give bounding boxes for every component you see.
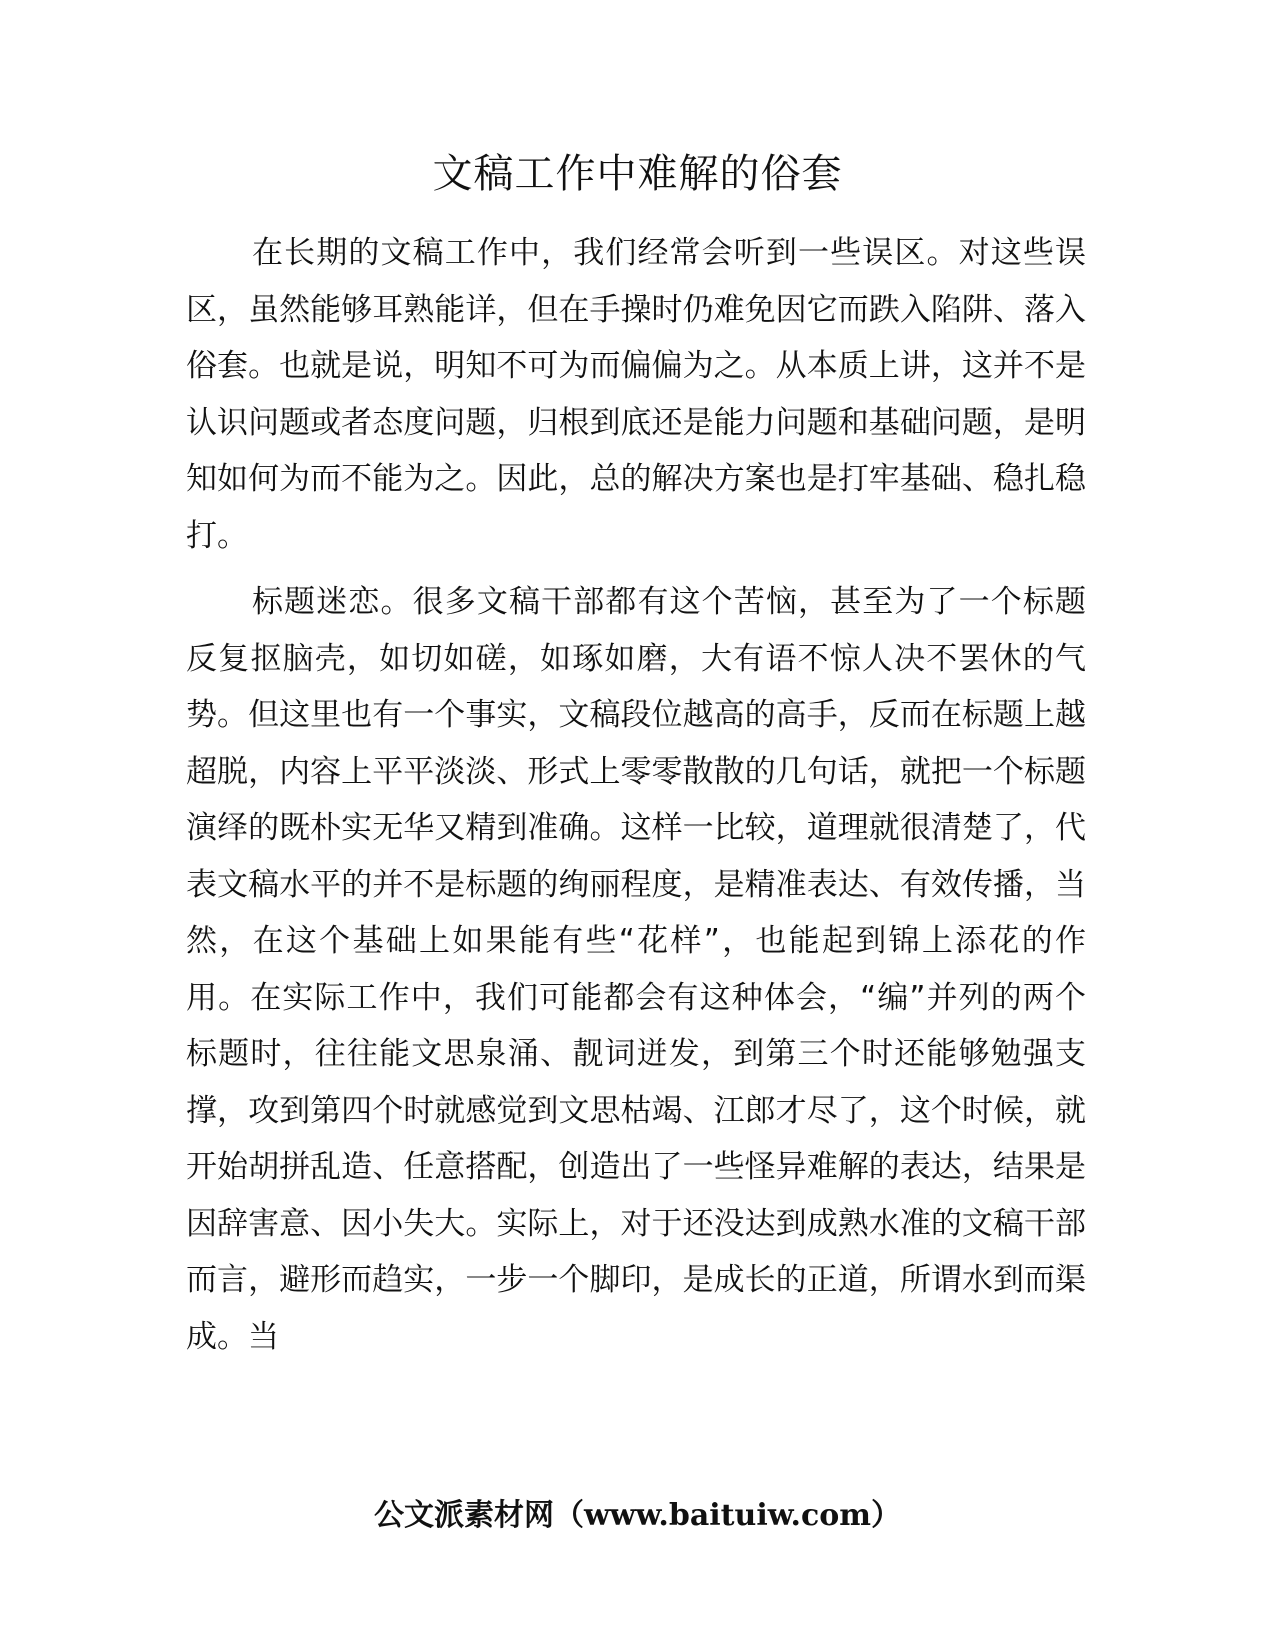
paragraph-title-obsession: 标题迷恋。很多文稿干部都有这个苦恼，甚至为了一个标题反复抠脑壳，如切如磋，如琢如磨，大有语不惊人决不罢休的气势。但这里也有一个事实，文稿段位越高的高手，反而在标题上越超脱，内容上平平淡淡、形式上零零散散的几句话，就把一个标题演绎的既朴实无华又精到准确。这样一比较，道理就很清楚了，代表文稿水平的并不是标题的绚丽程度，是精准表达、有效传播，当然，在这个基础上如果能有些“花样”，也能起到锦上添花的作用。在实际工作中，我们可能都会有这种体会，“编”并列的两个标题时，往往能文思泉涌、靓词迸发，到第三个时还能够勉强支撑，攻到第四个时就感觉到文思枯竭、江郎才尽了，这个时候，就开始胡拼乱造、任意搭配，创造出了一些怪异难解的表达，结果是因辞害意、因小失大。实际上，对于还没达到成熟水准的文稿干部而言，避形而趋实，一步一个脚印，是成长的正道，所谓水到而渠成。当 <box>186 584 1086 1355</box>
paragraph-intro: 在长期的文稿工作中，我们经常会听到一些误区。对这些误区，虽然能够耳熟能详，但在手操时仍难免因它而跌入陷阱、落入俗套。也就是说，明知不可为而偏偏为之。从本质上讲，这并不是认识问题或者态度问题，归根到底还是能力问题和基础问题，是明知如何为而不能为之。因此，总的解决方案也是打牢基础、稳扎稳打。 <box>186 235 1086 554</box>
document-title: 文稿工作中难解的俗套 <box>432 151 843 197</box>
document-body <box>186 225 1086 1365</box>
footer-watermark: 公文派素材网（www.baituiw.com） <box>373 1498 902 1533</box>
